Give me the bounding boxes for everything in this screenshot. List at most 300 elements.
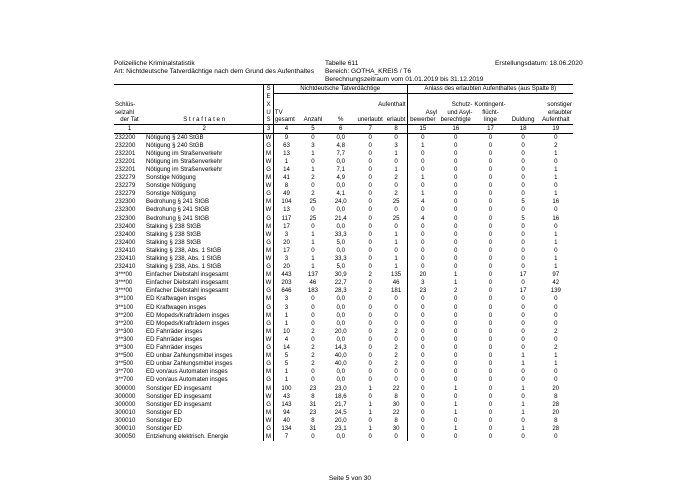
cell-schutzberechtigte: 0: [454, 295, 458, 303]
cell-straftat: Stalking § 238, Abs. 1 StGB: [146, 263, 222, 271]
cell-ntv-anzahl: 0: [311, 295, 315, 303]
cell-schutzberechtigte: 0: [454, 157, 458, 165]
cell-straftat: Nötigung im Straßenverkehr: [146, 165, 223, 173]
cell-unerlaubt: 0: [368, 311, 372, 319]
cell-erlaubt: 0: [386, 376, 407, 384]
cell-schluessel: 3**500: [115, 352, 134, 360]
cell-kontingent: 0: [488, 182, 493, 190]
cell-sexus: M: [264, 198, 274, 206]
cell-duldung: 0: [521, 222, 525, 230]
cell-sonstiger: 1: [554, 360, 558, 368]
cell-asylbewerber: 0: [421, 295, 425, 303]
cell-ntv-anzahl: 25: [309, 198, 317, 206]
cell-unerlaubt: 0: [368, 303, 372, 311]
table-row: [114, 352, 573, 360]
cell-duldung: 0: [521, 149, 525, 157]
cell-ntv-anzahl: 23: [309, 408, 317, 416]
cell-erlaubt: 2: [386, 352, 407, 360]
cell-asylbewerber: 0: [421, 416, 425, 424]
cell-ntv-pct: 0,0: [336, 303, 345, 311]
cell-kontingent: 0: [488, 133, 493, 141]
cell-kontingent: 0: [488, 424, 493, 432]
cell-kontingent: 0: [488, 400, 493, 408]
cell-ntv-pct: 5,0: [336, 263, 345, 271]
cell-duldung: 0: [521, 295, 525, 303]
cell-asylbewerber: 0: [421, 246, 425, 254]
cell-erlaubt: 25: [386, 215, 407, 223]
cell-ntv-pct: 0,0: [336, 433, 345, 441]
table-row: [114, 158, 573, 166]
cell-erlaubt: 0: [386, 133, 407, 142]
cell-unerlaubt: 0: [368, 165, 372, 173]
cell-sonstiger: 8: [554, 416, 558, 424]
cell-duldung: 0: [521, 165, 525, 173]
cell-schutzberechtigte: 0: [454, 376, 458, 384]
cell-unerlaubt: 0: [368, 360, 372, 368]
cell-sexus: M: [264, 368, 274, 376]
cell-kontingent: 0: [488, 360, 493, 368]
cell-straftat: Sonstige Nötigung: [146, 182, 196, 190]
cell-schluessel: 300010: [115, 408, 136, 416]
cell-sexus: G: [264, 142, 274, 150]
cell-ntv-anzahl: 1: [311, 238, 315, 246]
cell-ntv-anzahl: 46: [309, 279, 317, 287]
cell-sonstiger: 2: [554, 344, 558, 352]
cell-tv-gesamt: 100: [281, 384, 292, 392]
cell-straftat: Nötigung § 240 StGB: [146, 133, 204, 141]
cell-asylbewerber: 0: [421, 392, 425, 400]
cell-tv-gesamt: 143: [281, 400, 292, 408]
cell-straftat: ED Fahrräder insges: [146, 327, 203, 335]
cell-erlaubt: 1: [386, 166, 407, 174]
cell-schutzberechtigte: 0: [454, 352, 458, 360]
cell-erlaubt: 181: [386, 287, 407, 295]
cell-schutzberechtigte: 0: [454, 222, 458, 230]
cell-sonstiger: 20: [552, 384, 560, 392]
cell-ntv-anzahl: 2: [311, 190, 315, 198]
cell-ntv-pct: 0,0: [336, 376, 345, 384]
cell-asylbewerber: 0: [421, 230, 425, 238]
cell-schluessel: 300000: [115, 400, 136, 408]
cell-tv-gesamt: 10: [283, 327, 290, 335]
cell-schluessel: 300050: [115, 433, 136, 441]
cell-unerlaubt: 0: [368, 214, 372, 222]
table-row: [114, 215, 573, 223]
cell-unerlaubt: 0: [368, 246, 372, 254]
cell-straftat: ED Fahrräder insges: [146, 344, 203, 352]
cell-unerlaubt: 0: [368, 198, 372, 206]
table-row: [114, 401, 573, 409]
cell-tv-gesamt: 9: [284, 133, 289, 141]
cell-kontingent: 0: [488, 141, 493, 149]
header-straftaten: S t r a f t a t e n: [145, 116, 264, 124]
cell-straftat: Sonstiger ED insgesamt: [146, 392, 212, 400]
cell-ntv-anzahl: 1: [311, 255, 315, 263]
cell-ntv-pct: 0,0: [336, 206, 345, 214]
cell-tv-gesamt: 443: [281, 271, 292, 279]
cell-sonstiger: 0: [554, 157, 558, 165]
cell-schluessel: 300010: [115, 424, 136, 432]
cell-duldung: 0: [521, 344, 525, 352]
cell-straftat: Bedrohung § 241 StGB: [146, 198, 210, 206]
cell-kontingent: 0: [488, 295, 493, 303]
cell-schluessel: 3***00: [115, 287, 133, 295]
cell-schutzberechtigte: 0: [454, 230, 458, 238]
cell-sexus: W: [265, 416, 272, 424]
cell-schluessel: 232201: [115, 157, 136, 165]
cell-ntv-anzahl: 0: [311, 246, 315, 254]
cell-ntv-pct: 23,0: [334, 384, 347, 392]
cell-sexus: G: [264, 215, 274, 223]
cell-kontingent: 0: [488, 311, 493, 319]
cell-ntv-anzahl: 2: [311, 344, 315, 352]
cell-ntv-pct: 4,9: [336, 174, 345, 182]
page-footer: Seite 5 von 30: [328, 475, 372, 482]
cell-sonstiger: 42: [552, 279, 560, 287]
cell-asylbewerber: 0: [421, 319, 425, 327]
cell-straftat: ED von/aus Automaten insges: [146, 376, 228, 384]
table-number: Tabelle 611: [325, 60, 359, 67]
table-row: [114, 312, 573, 320]
cell-straftat: ED Mopeds/Krafträdern insges: [146, 311, 230, 319]
cell-asylbewerber: 0: [421, 303, 425, 311]
cell-unerlaubt: 0: [368, 319, 372, 327]
cell-erlaubt: 0: [386, 295, 407, 303]
cell-erlaubt: 0: [386, 320, 407, 328]
cell-unerlaubt: 0: [368, 190, 372, 198]
header-pct: %: [327, 116, 355, 124]
cell-tv-gesamt: 49: [283, 190, 290, 198]
cell-duldung: 0: [521, 206, 525, 214]
cell-unerlaubt: 0: [368, 416, 372, 424]
cell-unerlaubt: 0: [368, 222, 372, 230]
cell-erlaubt: 0: [386, 368, 407, 376]
cell-duldung: 1: [521, 408, 525, 416]
cell-tv-gesamt: 3: [284, 295, 289, 303]
cell-schluessel: 232400: [115, 230, 136, 238]
cell-unerlaubt: 0: [368, 206, 372, 214]
cell-schluessel: 3**700: [115, 368, 134, 376]
cell-tv-gesamt: 134: [281, 424, 292, 432]
cell-kontingent: 0: [488, 271, 493, 279]
cell-schutzberechtigte: 0: [454, 246, 458, 254]
cell-kontingent: 0: [488, 214, 493, 222]
table-row: [114, 304, 573, 312]
cell-asylbewerber: 4: [421, 214, 425, 222]
cell-ntv-pct: 5,0: [336, 238, 345, 246]
cell-kontingent: 0: [488, 206, 493, 214]
cell-sexus: W: [265, 392, 272, 400]
cell-ntv-anzahl: 3: [311, 141, 315, 149]
cell-tv-gesamt: 7: [284, 433, 289, 441]
table-row: [114, 336, 573, 344]
cell-ntv-anzahl: 23: [309, 384, 317, 392]
cell-ntv-anzahl: 0: [311, 319, 315, 327]
cell-schluessel: 232300: [115, 198, 136, 206]
cell-schutzberechtigte: 0: [454, 327, 458, 335]
table-row: [114, 239, 573, 247]
cell-sonstiger: 16: [552, 198, 560, 206]
cell-duldung: 0: [521, 263, 525, 271]
cell-schluessel: 232200: [115, 141, 136, 149]
header-anzahl: Anzahl: [299, 116, 327, 124]
cell-straftat: ED von/aus Automaten insges: [146, 368, 228, 376]
table-row: [114, 287, 573, 295]
cell-unerlaubt: 0: [368, 376, 372, 384]
cell-ntv-anzahl: 31: [309, 400, 317, 408]
cell-sonstiger: 28: [552, 424, 560, 432]
cell-straftat: Einfacher Diebstahl insgesamt: [146, 271, 229, 279]
cell-tv-gesamt: 203: [281, 279, 292, 287]
cell-asylbewerber: 3: [421, 279, 425, 287]
cell-schutzberechtigte: 0: [454, 416, 458, 424]
creation-date: Erstellungsdatum: 18.06.2020: [495, 60, 583, 67]
cell-tv-gesamt: 13: [283, 206, 290, 214]
cell-ntv-pct: 0,0: [336, 246, 345, 254]
cell-duldung: 0: [521, 327, 525, 335]
cell-erlaubt: 2: [386, 344, 407, 352]
cell-sexus: W: [265, 335, 272, 343]
cell-schutzberechtigte: 0: [454, 214, 458, 222]
cell-ntv-anzahl: 25: [309, 214, 317, 222]
cell-schutzberechtigte: 0: [454, 190, 458, 198]
cell-kontingent: 0: [488, 222, 493, 230]
cell-erlaubt: 0: [386, 433, 407, 441]
cell-schluessel: 3**300: [115, 344, 134, 352]
period-label: Berechnungszeitraum vom 01.01.2019 bis 31.12.2019: [325, 76, 484, 83]
cell-schutzberechtigte: 0: [454, 255, 458, 263]
cell-straftat: Sonstiger ED: [146, 424, 182, 432]
cell-straftat: Nötigung § 240 StGB: [146, 141, 204, 149]
cell-schluessel: 232279: [115, 190, 136, 198]
table-row: [114, 295, 573, 303]
cell-sonstiger: 1: [554, 230, 558, 238]
cell-schutzberechtigte: 1: [454, 279, 458, 287]
table-row: [114, 133, 573, 142]
cell-asylbewerber: 1: [421, 190, 425, 198]
cell-straftat: Nötigung im Straßenverkehr: [146, 149, 223, 157]
cell-sexus: G: [264, 287, 274, 295]
cell-sonstiger: 1: [554, 352, 558, 360]
cell-kontingent: 0: [488, 238, 493, 246]
cell-asylbewerber: 0: [421, 165, 425, 173]
cell-erlaubt: 2: [386, 174, 407, 182]
table-row: [114, 190, 573, 198]
cell-sonstiger: 1: [554, 174, 558, 182]
cell-tv-gesamt: 3: [284, 230, 289, 238]
cell-unerlaubt: 1: [368, 400, 372, 408]
cell-duldung: 0: [521, 376, 525, 384]
cell-sonstiger: 1: [554, 238, 558, 246]
cell-asylbewerber: 0: [421, 263, 425, 271]
cell-duldung: 17: [519, 287, 527, 295]
table-row: [114, 409, 573, 417]
cell-sexus: G: [264, 166, 274, 174]
table-row: [114, 198, 573, 206]
cell-ntv-pct: 0,0: [336, 335, 345, 343]
cell-sonstiger: 20: [552, 408, 560, 416]
cell-sexus: G: [264, 239, 274, 247]
cell-sonstiger: 1: [554, 149, 558, 157]
cell-schluessel: 232410: [115, 255, 136, 263]
cell-asylbewerber: 23: [419, 287, 427, 295]
cell-schutzberechtigte: 0: [454, 303, 458, 311]
cell-schutzberechtigte: 1: [454, 271, 458, 279]
cell-erlaubt: 0: [386, 223, 407, 231]
cell-tv-gesamt: 14: [283, 165, 290, 173]
header-schluessel: Schlüs-: [115, 101, 136, 109]
cell-tv-gesamt: 40: [283, 416, 290, 424]
table-row: [114, 360, 573, 368]
cell-sonstiger: 2: [554, 141, 558, 149]
cell-ntv-anzahl: 0: [311, 376, 315, 384]
cell-sonstiger: 0: [554, 133, 558, 141]
cell-schluessel: 3**100: [115, 295, 134, 303]
cell-tv-gesamt: 3: [284, 255, 289, 263]
cell-sexus: M: [264, 352, 274, 360]
cell-asylbewerber: 20: [419, 271, 427, 279]
cell-schutzberechtigte: 0: [454, 174, 458, 182]
cell-sexus: G: [264, 425, 274, 433]
report-type: Art: Nichtdeutsche Tatverdächtige nach dem Grund des Aufenthaltes: [114, 68, 315, 75]
cell-schutzberechtigte: 0: [454, 360, 458, 368]
cell-duldung: 0: [521, 182, 525, 190]
cell-unerlaubt: 0: [368, 327, 372, 335]
cell-sonstiger: 139: [550, 287, 561, 295]
cell-ntv-pct: 0,0: [336, 133, 345, 141]
cell-tv-gesamt: 1: [284, 319, 289, 327]
cell-erlaubt: 0: [386, 312, 407, 320]
cell-ntv-anzahl: 1: [311, 263, 315, 271]
cell-schutzberechtigte: 0: [454, 344, 458, 352]
cell-kontingent: 0: [488, 287, 493, 295]
cell-straftat: Sonstige Nötigung: [146, 190, 196, 198]
cell-kontingent: 0: [488, 279, 493, 287]
cell-erlaubt: 2: [386, 328, 407, 336]
cell-kontingent: 0: [488, 392, 493, 400]
cell-duldung: 0: [521, 190, 525, 198]
cell-asylbewerber: 0: [421, 238, 425, 246]
cell-sexus: M: [264, 150, 274, 158]
cell-schluessel: 232400: [115, 222, 136, 230]
cell-straftat: Stalking § 238 StGB: [146, 230, 201, 238]
cell-ntv-pct: 14,3: [334, 344, 347, 352]
cell-schutzberechtigte: 1: [454, 400, 458, 408]
cell-kontingent: 0: [488, 174, 493, 182]
cell-tv-gesamt: 1: [284, 157, 289, 165]
cell-erlaubt: 8: [386, 393, 407, 401]
cell-sonstiger: 28: [552, 400, 560, 408]
cell-straftat: Stalking § 238, Abs. 1 StGB: [146, 246, 222, 254]
cell-ntv-pct: 24,5: [334, 408, 347, 416]
cell-duldung: 0: [521, 335, 525, 343]
cell-schutzberechtigte: 1: [454, 384, 458, 392]
table-row: [114, 263, 573, 271]
cell-tv-gesamt: 1: [284, 368, 289, 376]
cell-kontingent: 0: [488, 230, 493, 238]
cell-sexus: G: [264, 320, 274, 328]
cell-schutzberechtigte: 0: [454, 198, 458, 206]
cell-duldung: 0: [521, 246, 525, 254]
cell-schluessel: 3**300: [115, 327, 134, 335]
cell-duldung: 0: [521, 141, 525, 149]
cell-erlaubt: 0: [386, 304, 407, 312]
cell-duldung: 0: [521, 416, 525, 424]
cell-sonstiger: 0: [554, 368, 558, 376]
cell-ntv-anzahl: 0: [311, 368, 315, 376]
cell-sexus: G: [264, 376, 274, 384]
cell-sonstiger: 0: [554, 335, 558, 343]
cell-schluessel: 300000: [115, 384, 136, 392]
cell-straftat: Sonstiger ED insgesamt: [146, 400, 212, 408]
cell-schluessel: 232410: [115, 263, 136, 271]
cell-sonstiger: 2: [554, 327, 558, 335]
cell-straftat: ED Mopeds/Krafträdern insges: [146, 319, 230, 327]
cell-tv-gesamt: 20: [283, 238, 290, 246]
cell-duldung: 0: [521, 157, 525, 165]
cell-sexus: W: [265, 182, 272, 190]
cell-straftat: Stalking § 238, Abs. 1 StGB: [146, 255, 222, 263]
cell-schutzberechtigte: 0: [454, 206, 458, 214]
cell-kontingent: 0: [488, 303, 493, 311]
cell-ntv-anzahl: 183: [307, 287, 319, 295]
cell-asylbewerber: 0: [421, 368, 425, 376]
cell-ntv-pct: 0,0: [336, 295, 345, 303]
cell-tv-gesamt: 41: [283, 174, 290, 182]
cell-ntv-pct: 20,0: [334, 327, 347, 335]
cell-sonstiger: 0: [554, 206, 558, 214]
header-aufenthalt: Aufenthalt: [355, 101, 407, 109]
cell-sonstiger: 16: [552, 214, 560, 222]
cell-tv-gesamt: 1: [284, 376, 289, 384]
cell-sonstiger: 0: [554, 303, 558, 311]
cell-asylbewerber: 0: [421, 352, 425, 360]
cell-duldung: 0: [521, 392, 525, 400]
cell-straftat: Stalking § 238 StGB: [146, 238, 201, 246]
cell-ntv-anzahl: 0: [311, 335, 315, 343]
cell-tv-gesamt: 94: [283, 408, 290, 416]
cell-sonstiger: 1: [554, 165, 558, 173]
cell-schluessel: 232410: [115, 246, 136, 254]
cell-sonstiger: 0: [554, 319, 558, 327]
cell-unerlaubt: 0: [368, 344, 372, 352]
cell-schluessel: 300010: [115, 416, 136, 424]
cell-kontingent: 0: [488, 416, 493, 424]
table-row: [114, 368, 573, 376]
cell-ntv-anzahl: 0: [311, 303, 315, 311]
cell-duldung: 5: [521, 198, 525, 206]
cell-kontingent: 0: [488, 198, 493, 206]
cell-sexus: W: [265, 206, 272, 214]
cell-ntv-anzahl: 2: [311, 327, 315, 335]
cell-ntv-anzahl: 137: [307, 271, 319, 279]
cell-erlaubt: 22: [386, 409, 407, 417]
cell-schluessel: 232201: [115, 165, 136, 173]
group-anlass: Anlass des erlaubten Aufenthaltes (aus Spalte 8): [407, 85, 573, 94]
cell-kontingent: 0: [488, 255, 493, 263]
cell-tv-gesamt: 1: [284, 311, 289, 319]
cell-straftat: ED Kraftwagen insges: [146, 295, 207, 303]
cell-ntv-anzahl: 1: [311, 149, 315, 157]
table-row: [114, 320, 573, 328]
table-row: [114, 344, 573, 352]
cell-tv-gesamt: 14: [283, 344, 290, 352]
cell-erlaubt: 0: [386, 247, 407, 255]
cell-schluessel: 232300: [115, 206, 136, 214]
cell-sexus: W: [265, 279, 272, 287]
cell-duldung: 1: [521, 352, 525, 360]
cell-kontingent: 0: [488, 246, 493, 254]
